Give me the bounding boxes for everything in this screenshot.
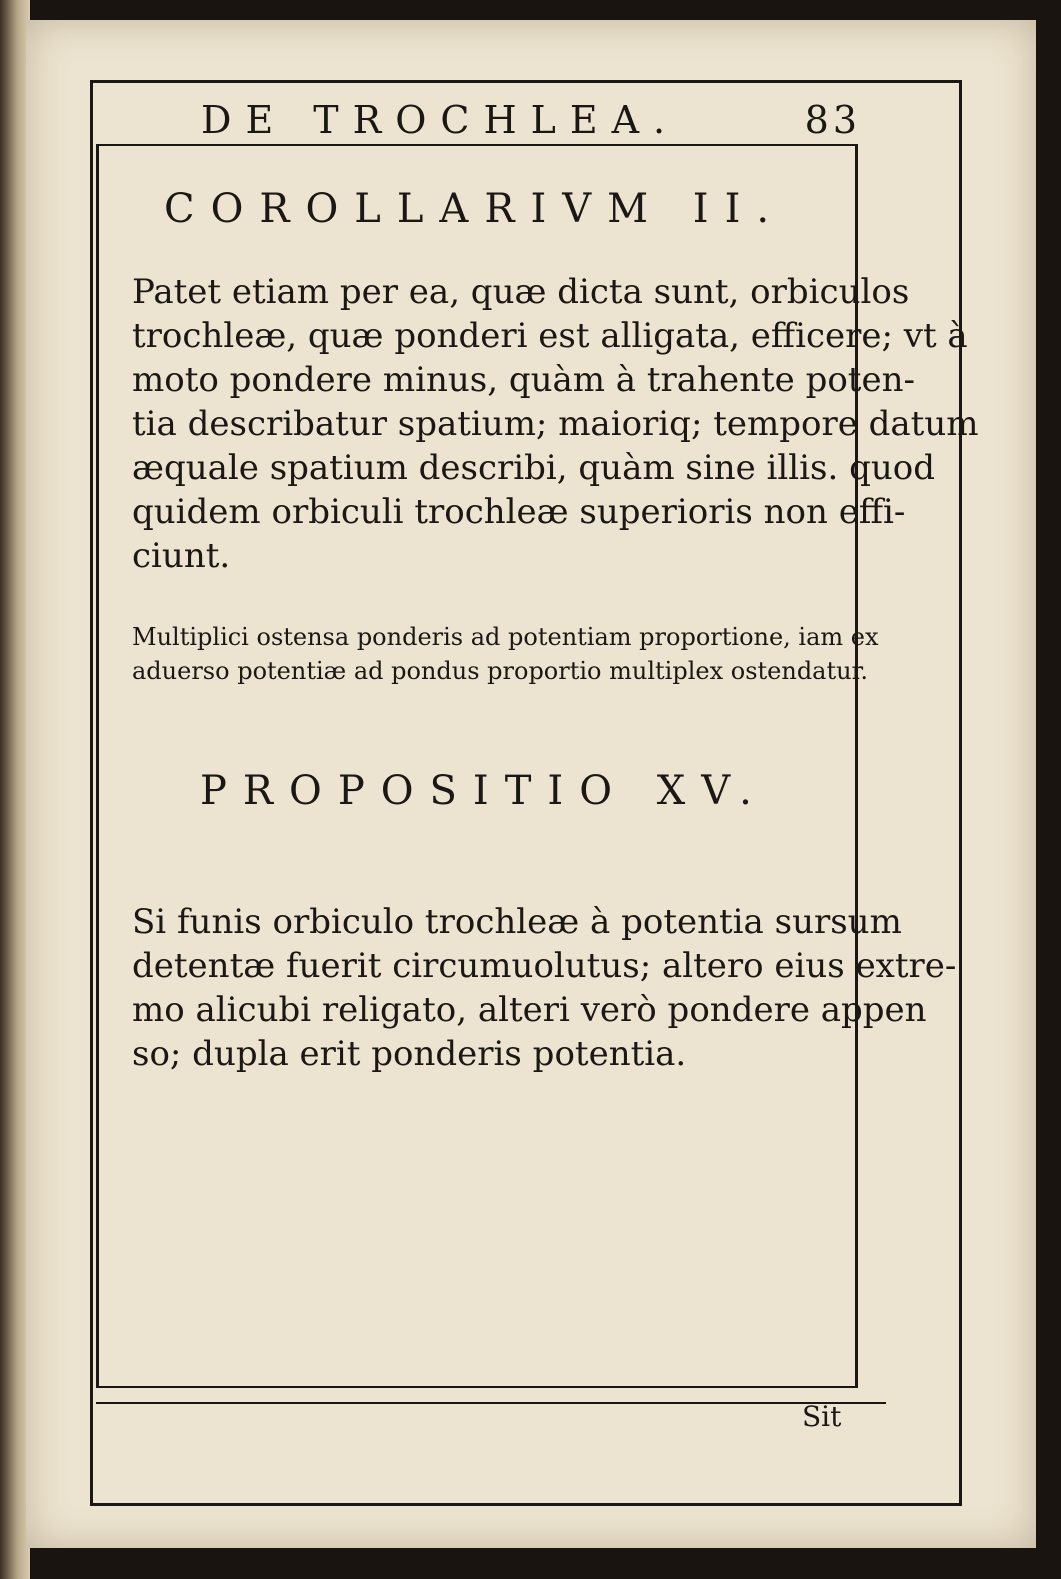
running-header [201, 98, 901, 148]
text-line: Multiplici ostensa ponderis ad potentiam proportione, iam ex [132, 623, 879, 651]
text-line: tia describatur spatium; maioriq; tempore datum [132, 404, 979, 444]
running-title: DE TROCHLEA. [201, 98, 680, 142]
text-line: so; dupla erit ponderis potentia. [132, 1034, 687, 1074]
text-line: quidem orbiculi trochleæ superioris non effi- [132, 492, 906, 532]
text-line: mo alicubi religato, alteri verò pondere appen [132, 990, 927, 1030]
text-line: ciunt. [132, 536, 231, 576]
text-line: Patet etiam per ea, quæ dicta sunt, orbiculos [132, 272, 910, 312]
page-number: 83 [804, 98, 861, 142]
text-line: moto pondere minus, quàm à trahente poten- [132, 360, 915, 400]
summary-text [132, 620, 879, 688]
book-page [26, 20, 1036, 1548]
text-line: trochleæ, quæ ponderi est alligata, efficere; vt à [132, 316, 968, 356]
corollary-heading: COROLLARIVM II. [164, 186, 786, 232]
text-line: æquale spatium describi, quàm sine illis. quod [132, 448, 936, 488]
proposition-text [132, 900, 957, 1076]
corollary-text [132, 270, 979, 578]
text-line: Si funis orbiculo trochleæ à potentia sursum [132, 902, 902, 942]
catchword: Sit [802, 1400, 842, 1433]
proposition-heading: PROPOSITIO XV. [200, 768, 768, 814]
text-line: detentæ fuerit circumuolutus; altero eius extre- [132, 946, 957, 986]
bottom-rule [96, 1402, 886, 1404]
text-line: aduerso potentiæ ad pondus proportio multiplex ostendatur. [132, 657, 869, 685]
